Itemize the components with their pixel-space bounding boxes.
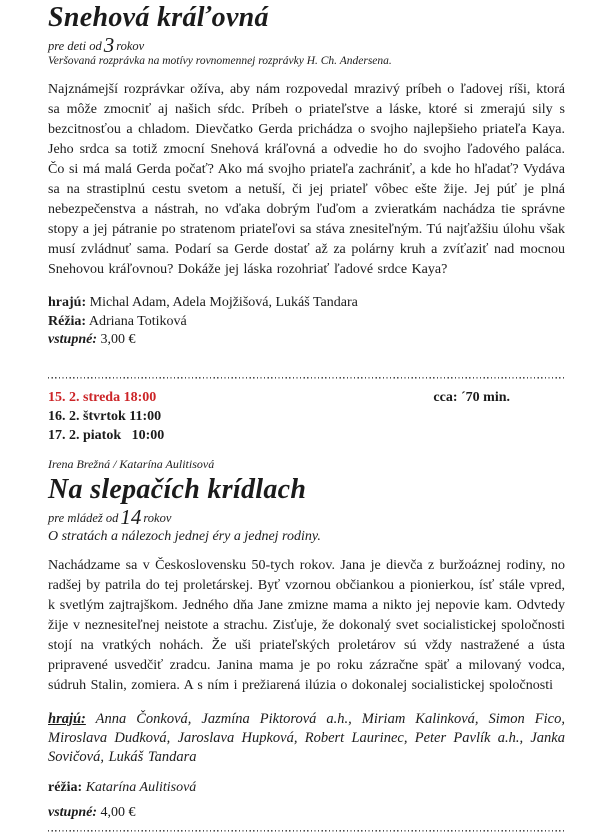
show-2-tagline: O stratách a nálezoch jednej éry a jednej rodiny. — [48, 528, 321, 544]
age-suffix: rokov — [116, 39, 145, 53]
director-line — [48, 313, 565, 332]
schedule-section — [48, 388, 565, 445]
cast-names: Michal Adam, Adela Mojžišová, Lukáš Tandara — [89, 295, 358, 310]
age-number: 3 — [103, 33, 115, 57]
schedule-duration: cca: ´70 min. — [433, 389, 510, 405]
schedule-date-highlight: 15. 2. streda 18:00 — [48, 389, 157, 405]
cast-line — [48, 294, 565, 313]
show-2-authors: Irena Brežná / Katarína Aulitisová — [48, 456, 215, 471]
director-name: Adriana Totiková — [88, 313, 187, 329]
price-value: 4,00 € — [100, 804, 136, 820]
price-value: 3,00 € — [100, 332, 136, 347]
age-suffix: rokov — [143, 510, 172, 525]
director-label: réžia: — [48, 779, 83, 795]
show-2-age-line — [48, 504, 565, 529]
director-label: Réžia: — [48, 313, 87, 329]
schedule-row: 16. 2. štvrtok 11:00 — [48, 408, 162, 424]
price-label: vstupné: — [48, 804, 97, 820]
show-1-title: Snehová kráľovná — [48, 2, 269, 33]
cast-names: Anna Čonková, Jazmína Piktorová a.h., Miriam Kalinková, Simon Fico, Miroslava Dudková, Jaroslava Hupková, Robert Laurinec, Peter Pavlík a.h., Janka Sovičová, Lukáš Tandara — [48, 710, 565, 765]
show-2-synopsis: Nachádzame sa v Československu 50-tych rokov. Jana je dievča z buržoáznej rodiny, no radšej by patrila do tej proletárskej. Byť vzornou občiankou a pionierkou, ísť stále vpred, k svetlým zajtrajškom. Jedného dňa Jane zmizne mama a nikto jej nepovie kam. Odvtedy žije v neznesiteľnej neistote a strachu. Zisťuje, že dokonalý svet socialistickej spoločnosti stojí na vratkých nohách. Že uši priateľských proletárov sú vždy nastražené a ústa pripravené usvedčiť zradcu. Janina mama je po roku zázračne späť a milovaný vodca, súdruh Stalin, zomiera. A s ním i prežiarená ilúzia o dokonalej socialistickej spoločnosti — [48, 557, 565, 693]
price-line — [48, 331, 565, 350]
separator-dotted-bottom — [48, 830, 565, 832]
show-2-cast-line — [48, 710, 565, 767]
schedule-highlight-row — [48, 388, 565, 407]
show-1-section — [48, 2, 565, 350]
price-label: vstupné: — [48, 332, 97, 347]
director-name: Katarína Aulitisová — [85, 779, 197, 795]
age-number: 14 — [120, 504, 142, 529]
age-prefix: pre mládež od — [48, 510, 119, 525]
schedule-row: 17. 2. piatok 10:00 — [48, 427, 165, 443]
show-1-credits — [48, 294, 565, 350]
show-2-section — [48, 457, 565, 821]
show-2-director-line — [48, 780, 565, 796]
show-2-price-line — [48, 805, 565, 821]
show-2-title: Na slepačích krídlach — [48, 473, 307, 505]
age-prefix: pre deti od — [48, 39, 102, 53]
cast-label: hrajú: — [48, 295, 87, 310]
show-1-synopsis: Najznámejší rozprávkar ožíva, aby nám rozpovedal mrazivý príbeh o ľadovej ríši, ktorá sa môže zmocniť aj našich sŕdc. Príbeh o priateľstve a láske, ktoré si zmerajú sily s bezcitnosťou a chladom. Dievčatko Gerda prichádza o svojho najlepšieho priateľa Kaya. Jeho srdca sa totiž zmocní Snehová kráľovná a odvedie ho do svojho ľadového paláca. Čo si má malá Gerda počať? Ako má svojho priateľa zachrániť, a kde ho hľadať? Vydáva sa na strastiplnú cestu svetom a netuší, či jej priateľ vôbec ešte žije. Jej púť je plná nebezpečenstva a nástrah, no vďaka dobrým ľuďom a zvieratkám nachádza tie správne stopy a jej pátranie po stratenom priateľovi sa stáva znesiteľným. Tú najťažšiu úlohu však musí zvládnuť sama. Podarí sa Gerde dostať až za polárny kruh a zvíťaziť nad mocnou Snehovou kráľovnou? Dokáže jej láska rozohriať ľadové srdce Kaya? — [48, 82, 565, 277]
show-1-age-line — [48, 33, 565, 57]
separator-dotted-top — [48, 377, 565, 379]
cast-label: hrajú: — [48, 710, 86, 727]
show-1-tagline: Veršovaná rozprávka na motívy rovnomennej rozprávky H. Ch. Andersena. — [48, 55, 392, 67]
